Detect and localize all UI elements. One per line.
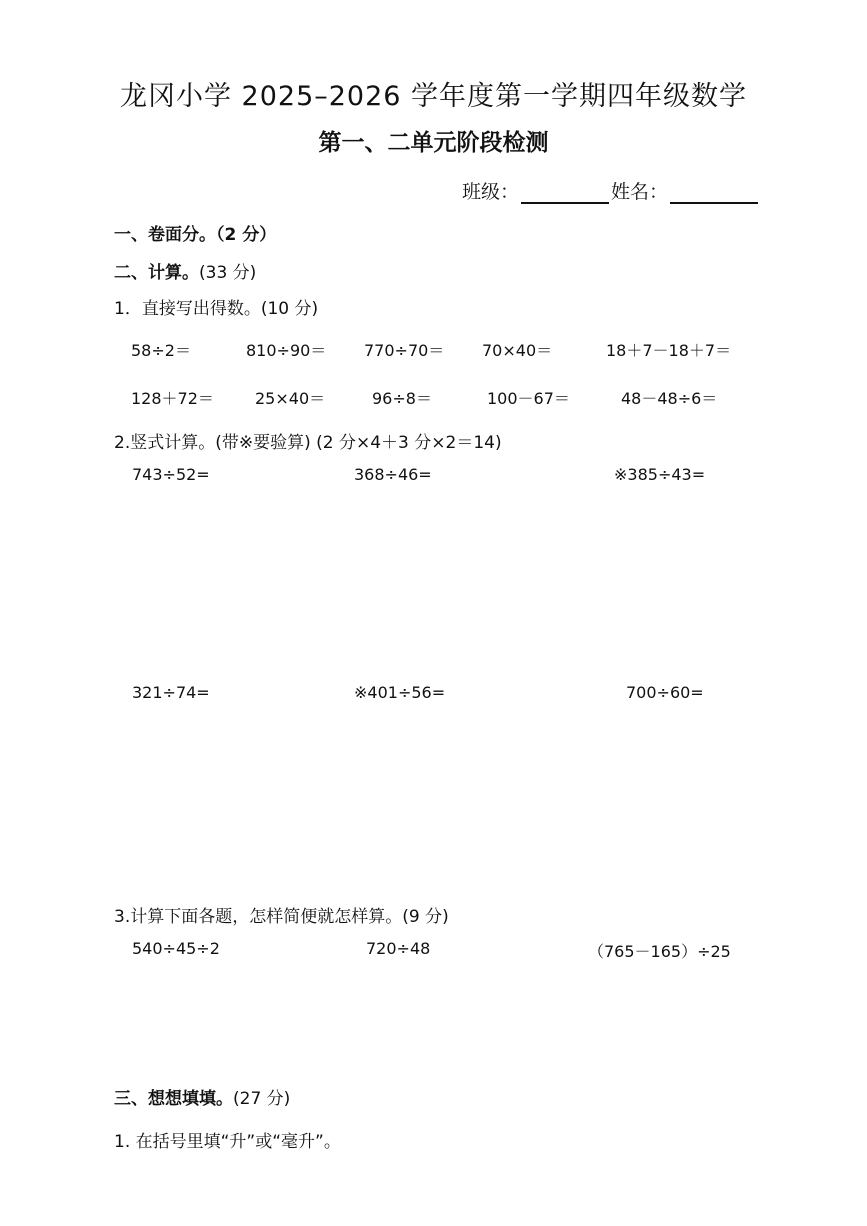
simplify-calc-item: 540÷45÷2: [132, 939, 220, 958]
oral-item: 96÷8＝: [372, 389, 432, 408]
vertical-calc-item: ※385÷43=: [614, 465, 706, 484]
name-label: 姓名：: [611, 181, 669, 203]
oral-item: 25×40＝: [255, 389, 326, 408]
section-2-heading: [114, 258, 256, 283]
section-2-title: 二、计算。: [114, 263, 199, 283]
section-3-score: (27 分): [233, 1089, 291, 1109]
vertical-calc-item: 368÷46=: [354, 465, 432, 484]
oral-item: 810÷90＝: [246, 341, 327, 360]
simplify-calc-item: 720÷48: [366, 939, 431, 958]
student-info: [462, 177, 760, 204]
section-2-score: (33 分): [199, 263, 257, 283]
question-3-title: 3.计算下面各题，怎样简便就怎样算。(9 分): [114, 907, 449, 927]
oral-item: 48－48÷6＝: [621, 389, 718, 408]
page-subtitle: 第一、二单元阶段检测: [318, 130, 549, 156]
oral-item: 128＋72＝: [131, 389, 214, 408]
oral-item: 70×40＝: [482, 341, 553, 360]
section-3-question-1: 1. 在括号里填“升”或“毫升”。: [114, 1132, 341, 1152]
question-1-title: 1．直接写出得数。(10 分): [114, 299, 319, 319]
vertical-calc-item: 321÷74=: [132, 683, 210, 702]
vertical-calc-item: 700÷60=: [626, 683, 704, 702]
simplify-calc-item: （765－165）÷25: [588, 942, 731, 961]
page-title: 龙冈小学 2025–2026 学年度第一学期四年级数学: [119, 81, 748, 112]
oral-item: 100－67＝: [487, 389, 570, 408]
oral-item: 58÷2＝: [131, 341, 191, 360]
vertical-calc-item: 743÷52=: [132, 465, 210, 484]
section-1-heading: 一、卷面分。（2 分）: [114, 225, 277, 245]
oral-item: 770÷70＝: [364, 341, 445, 360]
class-label: 班级：: [462, 181, 520, 203]
name-blank[interactable]: [670, 184, 758, 204]
section-3-title: 三、想想填填。: [114, 1089, 233, 1109]
oral-item: 18＋7－18＋7＝: [606, 341, 732, 360]
class-blank[interactable]: [521, 184, 609, 204]
vertical-calc-item: ※401÷56=: [354, 683, 446, 702]
question-2-title: 2.竖式计算。(带※要验算) (2 分×4＋3 分×2＝14): [114, 433, 502, 453]
section-3-heading: [114, 1084, 290, 1109]
